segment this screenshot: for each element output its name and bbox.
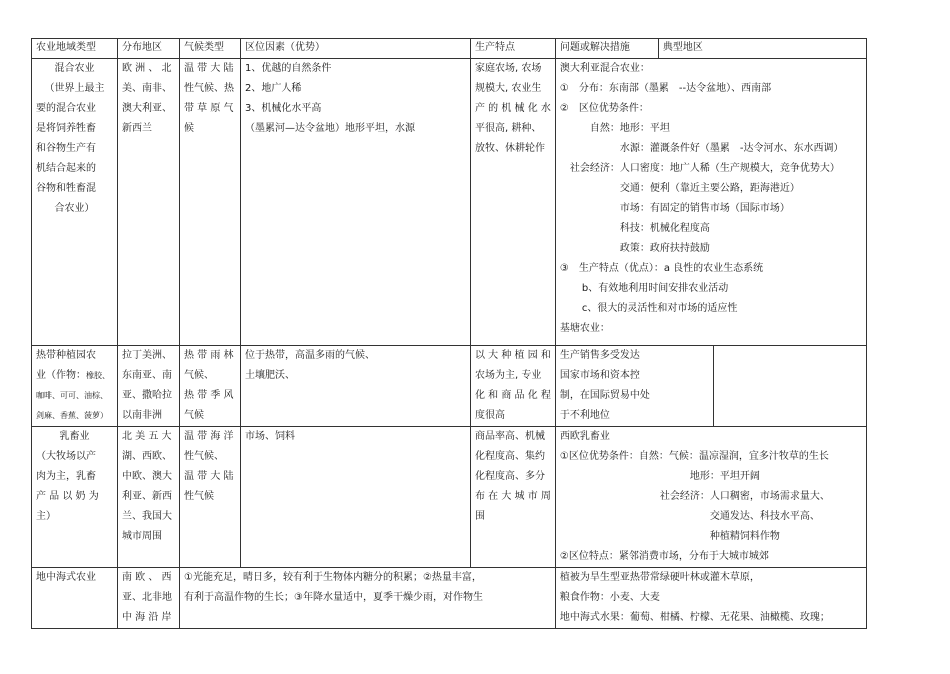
type-line: 混合农业 — [54, 63, 95, 74]
region-line: 南 欧 、 西 — [122, 572, 172, 583]
plantation-factors-cell — [241, 346, 471, 427]
detail-line: 科技：机械化程度高 — [619, 223, 710, 234]
table-row — [32, 427, 867, 568]
region-line: 以南非洲 — [122, 410, 162, 421]
mixed-factors-cell — [241, 59, 471, 346]
med-detail-cell — [555, 568, 866, 629]
production-line: 化 和 商 品 化 程 — [475, 390, 551, 401]
type-line: 和谷物生产有 — [36, 143, 96, 154]
climate-line: 热 带 季 风 — [184, 390, 234, 401]
type-line-crop: 橡胶、 — [86, 371, 110, 380]
type-line: 咖啡、可可、油棕、 — [36, 391, 108, 400]
agriculture-table — [31, 38, 867, 629]
climate-line: 性气候 — [184, 491, 214, 502]
climate-line: 性气候、热 — [184, 83, 234, 94]
detail-line: 西欧乳畜业 — [559, 431, 610, 442]
problem-line: 于不利地位 — [559, 410, 610, 421]
plantation-production-cell — [471, 346, 556, 427]
type-line: 合农业） — [54, 203, 95, 214]
header-region: 分布地区 — [118, 39, 180, 59]
plantation-problem-text — [556, 346, 714, 426]
dairy-production-cell — [471, 427, 556, 568]
detail-line: 社会经济：人口稠密，市场需求量大、 — [659, 491, 830, 502]
factor-line: （墨累河—达令盆地）地形平坦，水源 — [245, 123, 415, 134]
detail-line: ③ 生产特点（优点）：a 良性的农业生态系统 — [559, 263, 764, 274]
production-line: 度很高 — [475, 410, 505, 421]
factor-line: 有利于高温作物的生长；③年降水量适中，夏季干燥少雨，对作物生 — [184, 592, 483, 603]
climate-line: 性气候、 — [184, 451, 224, 462]
type-line: 地中海式农业 — [36, 572, 96, 583]
table-row — [32, 346, 867, 427]
plantation-region-cell — [118, 346, 180, 427]
climate-line: 温 带 大 陆 — [184, 63, 234, 74]
type-line: 机结合起来的 — [36, 163, 96, 174]
region-line: 利亚、新西 — [122, 491, 172, 502]
climate-line: 带 草 原 气 — [184, 103, 234, 114]
type-line: 主） — [36, 511, 56, 522]
production-line: 产 的 机 械 化 水 — [475, 103, 551, 114]
type-line — [36, 366, 113, 386]
production-line: 围 — [475, 511, 485, 522]
detail-line: 地形：平坦开阔 — [689, 471, 760, 482]
factor-line: ①光能充足，晴日多，较有利于生物体内糖分的积累；②热量丰富， — [184, 572, 482, 583]
plantation-problem-split — [556, 346, 866, 426]
climate-line: 温 带 海 洋 — [184, 431, 234, 442]
problem-line: 生产销售多受发达 — [559, 350, 640, 361]
plantation-climate-cell — [180, 346, 241, 427]
factor-line: 3、机械化水平高 — [245, 103, 322, 114]
region-line: 新西兰 — [122, 123, 152, 134]
production-line: 化程度高、集约 — [475, 451, 545, 462]
detail-line: 粮食作物：小麦、大麦 — [559, 592, 660, 603]
production-line: 化程度高、多分 — [475, 471, 545, 482]
region-line: 美、南非、 — [122, 83, 172, 94]
region-line: 兰、我国大 — [122, 511, 172, 522]
production-line: 家庭农场, 农场 — [475, 63, 542, 74]
factor-line: 市场、饲料 — [245, 431, 295, 442]
header-typical: 典型地区 — [658, 39, 866, 59]
med-factors-cell — [180, 568, 556, 629]
region-line: 北 美 五 大 — [122, 431, 172, 442]
mixed-climate-cell — [180, 59, 241, 346]
med-type-cell — [32, 568, 118, 629]
type-line: （大牧场以产 — [36, 451, 96, 462]
detail-line: 基塘农业： — [559, 323, 610, 334]
type-line: 谷物和牲畜混 — [36, 183, 96, 194]
type-line-text: 业（作物： — [36, 370, 86, 381]
problem-line: 制，在国际贸易中处 — [559, 390, 650, 401]
header-problems: 问题或解决措施 — [555, 39, 658, 59]
climate-line: 温 带 大 陆 — [184, 471, 234, 482]
dairy-type-cell — [32, 427, 118, 568]
detail-line: 澳大利亚混合农业： — [559, 63, 650, 74]
detail-line: 地中海式水果：葡萄、柑橘、柠檬、无花果、油橄榄、玫瑰； — [559, 612, 830, 623]
climate-line: 气候 — [184, 410, 204, 421]
type-line: （世界上最主 — [44, 83, 105, 94]
climate-line: 气候、 — [184, 370, 214, 381]
region-line: 澳大利亚、 — [122, 103, 172, 114]
production-line: 商品率高、机械 — [475, 431, 545, 442]
table-header-row — [32, 39, 867, 59]
type-line: 剑麻、香蕉、菠萝） — [36, 411, 108, 420]
detail-line: 社会经济：人口密度：地广人稀（生产规模大，竞争优势大） — [569, 163, 840, 174]
production-line: 以 大 种 植 园 和 — [475, 350, 551, 361]
region-line: 东南亚、南 — [122, 370, 172, 381]
mixed-region-cell — [118, 59, 180, 346]
detail-line: 市场：有固定的销售市场（国际市场） — [619, 203, 790, 214]
detail-line: 政策：政府扶持鼓励 — [619, 243, 710, 254]
factor-line: 2、地广人稀 — [245, 83, 302, 94]
region-line: 拉丁美洲、 — [122, 350, 172, 361]
detail-line: ②区位特点：紧邻消费市场，分布于大城市城郊 — [559, 551, 769, 562]
production-line: 放牧、休耕轮作 — [475, 143, 545, 154]
plantation-typical-empty — [714, 346, 866, 426]
detail-line: ①区位优势条件：自然：气候：温凉湿润，宜多汁牧草的生长 — [559, 451, 829, 462]
detail-line: 交通发达、科技水平高、 — [709, 511, 820, 522]
climate-line: 热 带 雨 林 — [184, 350, 234, 361]
region-line: 亚、撒哈拉 — [122, 390, 172, 401]
detail-line: 自然：地形：平坦 — [589, 123, 670, 134]
detail-line: ② 区位优势条件： — [559, 103, 649, 114]
factor-line: 1、优越的自然条件 — [245, 63, 332, 74]
problem-line: 国家市场和资本控 — [559, 370, 640, 381]
header-climate: 气候类型 — [180, 39, 241, 59]
type-line: 热带种植园农 — [36, 350, 96, 361]
production-line: 布 在 大 城 市 周 — [475, 491, 551, 502]
header-production: 生产特点 — [471, 39, 556, 59]
factor-line: 位于热带，高温多雨的气候、 — [245, 350, 375, 361]
header-type: 农业地域类型 — [32, 39, 118, 59]
dairy-climate-cell — [180, 427, 241, 568]
detail-line: 水源：灌溉条件好（墨累 -达令河水、东水西调） — [619, 143, 844, 154]
detail-line: b、有效地利用时间安排农业活动 — [581, 283, 729, 294]
type-line: 是将饲养牲畜 — [36, 123, 96, 134]
dairy-region-cell — [118, 427, 180, 568]
production-line: 农场为主, 专业 — [475, 370, 542, 381]
header-factors: 区位因素（优势） — [241, 39, 471, 59]
production-line: 规模大, 农业生 — [475, 83, 542, 94]
type-line: 要的混合农业 — [36, 103, 96, 114]
dairy-factors-cell — [241, 427, 471, 568]
region-line: 欧 洲 、 北 — [122, 63, 172, 74]
med-region-cell — [118, 568, 180, 629]
type-line: 产 品 以 奶 为 — [36, 491, 99, 502]
detail-line: c、很大的灵活性和对市场的适应性 — [581, 303, 738, 314]
detail-line: ① 分布：东南部（墨累 --达令盆地）、西南部 — [559, 83, 772, 94]
region-line: 城市周围 — [122, 531, 162, 542]
region-line: 湖、西欧、 — [122, 451, 172, 462]
detail-line: 植被为旱生型亚热带常绿硬叶林或灌木草原， — [559, 572, 760, 583]
climate-line: 候 — [184, 123, 194, 134]
table-row — [32, 568, 867, 629]
mixed-production-cell — [471, 59, 556, 346]
type-line: 乳畜业 — [59, 431, 90, 442]
type-line: 肉为主，乳畜 — [36, 471, 96, 482]
detail-line: 交通：便利（靠近主要公路，距海港近） — [619, 183, 800, 194]
region-line: 中欧、澳大 — [122, 471, 172, 482]
mixed-detail-cell — [555, 59, 866, 346]
table-row — [32, 59, 867, 346]
factor-line: 土壤肥沃、 — [245, 370, 295, 381]
production-line: 平很高, 耕种、 — [475, 123, 542, 134]
region-line: 亚、北非地 — [122, 592, 172, 603]
mixed-type-cell — [32, 59, 118, 346]
detail-line: 种植精饲料作物 — [709, 531, 780, 542]
plantation-problem-cell — [555, 346, 866, 427]
dairy-detail-cell — [555, 427, 866, 568]
region-line: 中 海 沿 岸 — [122, 612, 172, 623]
plantation-type-cell — [32, 346, 118, 427]
